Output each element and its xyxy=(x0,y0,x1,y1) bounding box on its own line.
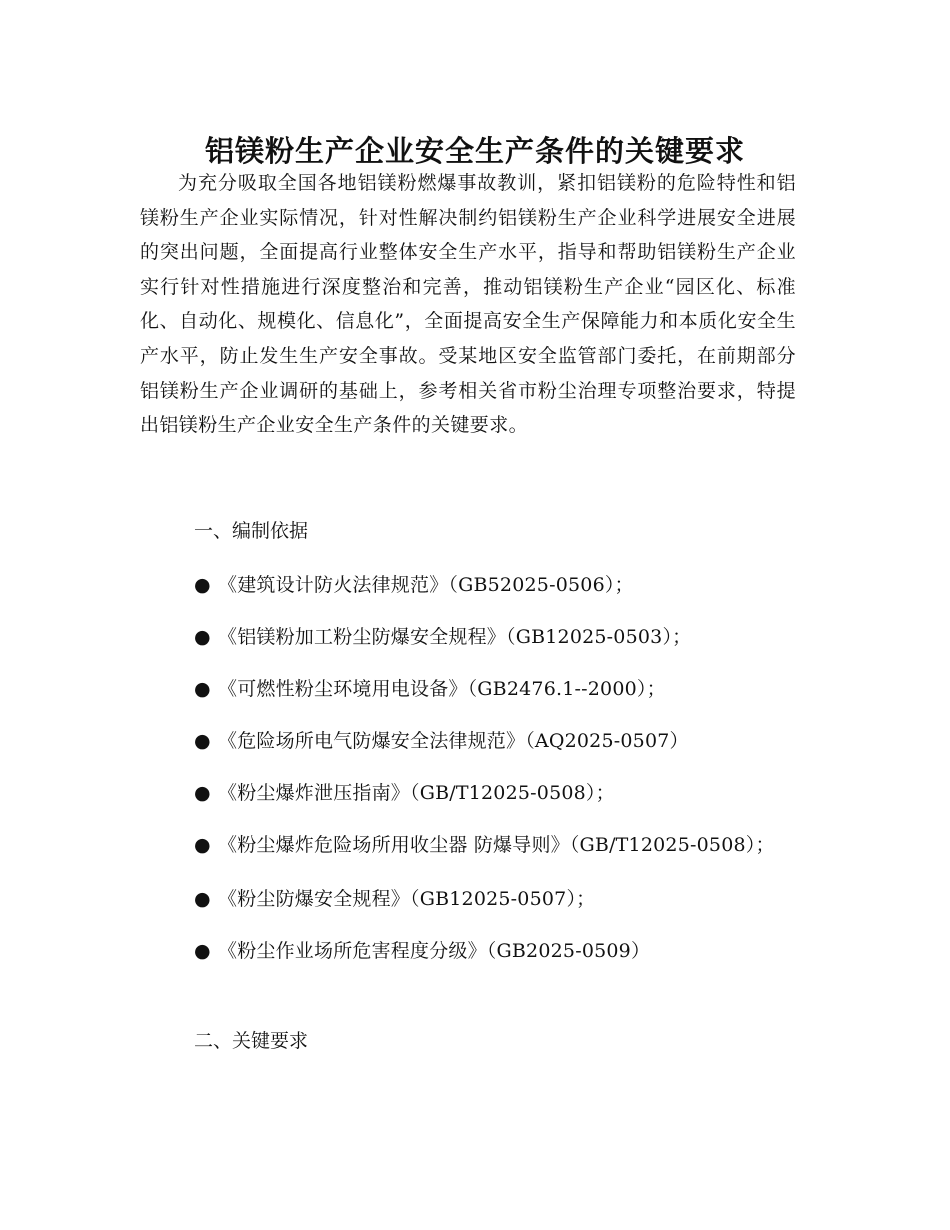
document-title: 铝镁粉生产企业安全生产条件的关键要求 xyxy=(204,134,745,169)
list-item xyxy=(140,672,796,706)
reference-text: 《建筑设计防火法律规范》（GB52025-0506）； xyxy=(218,574,634,596)
reference-text: 《可燃性粉尘环境用电设备》（GB2476.1--2000）； xyxy=(218,678,666,700)
list-item xyxy=(140,620,796,654)
list-item xyxy=(140,776,796,810)
reference-text: 《粉尘爆炸泄压指南》（GB/T12025-0508）； xyxy=(218,782,615,804)
bullet-icon: ● xyxy=(194,782,211,804)
bullet-icon: ● xyxy=(194,834,211,856)
list-item xyxy=(140,828,796,862)
bullet-icon: ● xyxy=(194,678,211,700)
bullet-icon: ● xyxy=(194,730,211,752)
reference-text: 《粉尘作业场所危害程度分级》（GB2025-0509） xyxy=(218,940,651,962)
reference-text: 《粉尘防爆安全规程》（GB12025-0507）； xyxy=(218,888,596,910)
list-item xyxy=(140,568,796,602)
list-item xyxy=(140,882,796,916)
bullet-icon: ● xyxy=(194,574,211,596)
list-item xyxy=(140,724,796,758)
reference-text: 《危险场所电气防爆安全法律规范》（AQ2025-0507） xyxy=(218,730,689,752)
bullet-icon: ● xyxy=(194,888,211,910)
reference-text: 《铝镁粉加工粉尘防爆安全规程》（GB12025-0503）； xyxy=(218,626,692,648)
bullet-icon: ● xyxy=(194,940,211,962)
bullet-icon: ● xyxy=(194,626,211,648)
reference-list xyxy=(140,568,796,986)
intro-paragraph: 为充分吸取全国各地铝镁粉燃爆事故教训，紧扣铝镁粉的危险特性和铝镁粉生产企业实际情况，针对性解决制约铝镁粉生产企业科学进展安全进展的突出问题，全面提高行业整体安全生产水平，指导和帮助铝镁粉生产企业实行针对性措施进行深度整治和完善，推动铝镁粉生产企业“园区化、标准化、自动化、规模化、信息化”，全面提高安全生产保障能力和本质化安全生产水平，防止发生生产安全事故。受某地区安全监管部门委托，在前期部分铝镁粉生产企业调研的基础上，参考相关省市粉尘治理专项整治要求，特提出铝镁粉生产企业安全生产条件的关键要求。 xyxy=(140,172,796,437)
section-heading-basis: 一、编制依据 xyxy=(194,520,309,542)
list-item xyxy=(140,934,796,968)
reference-text: 《粉尘爆炸危险场所用收尘器 防爆导则》（GB/T12025-0508）； xyxy=(218,834,775,856)
section-heading-requirements: 二、关键要求 xyxy=(194,1030,309,1052)
